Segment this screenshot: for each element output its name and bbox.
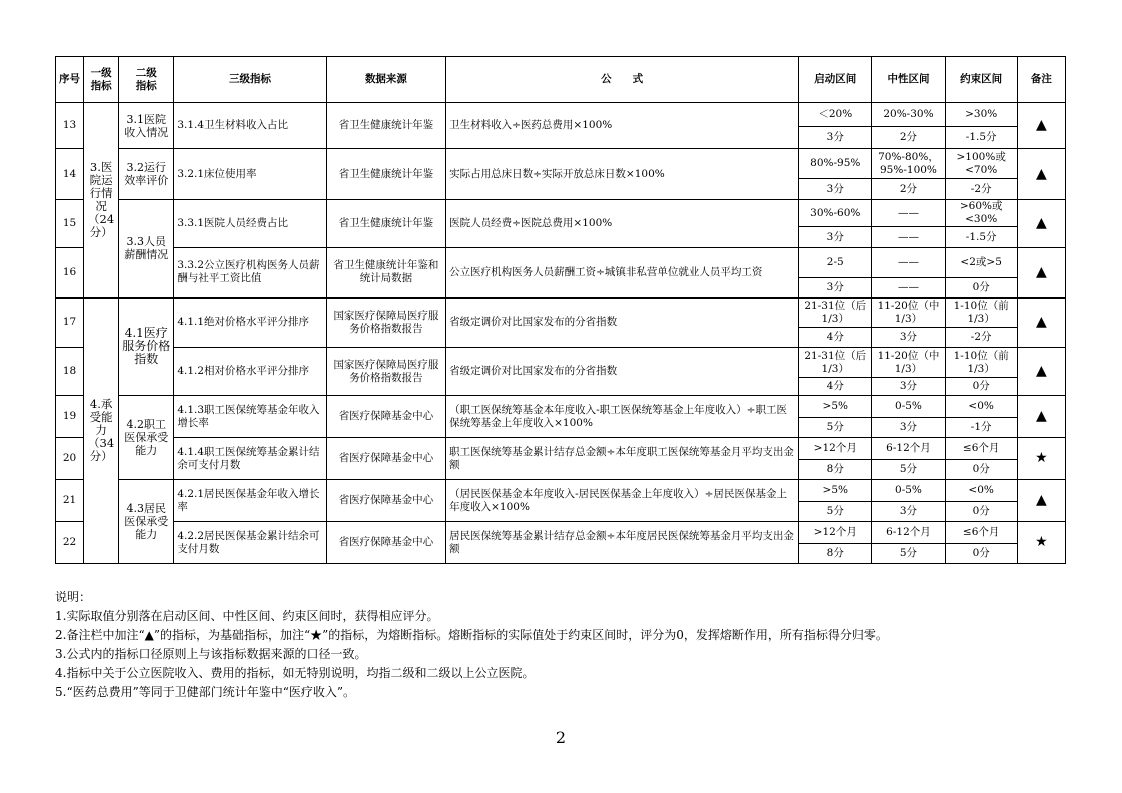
formula: （居民医保基金本年度收入-居民医保基金上年度收入）÷居民医保基金上年度收入×100% — [446, 480, 799, 522]
table-row — [56, 298, 1066, 328]
start-range: 30%-60% — [799, 200, 872, 227]
constraint-score: -1分 — [945, 418, 1017, 438]
note-item: 5.“医药总费用”等同于卫健部门统计年鉴中“医疗收入”。 — [55, 685, 355, 699]
start-score: 3分 — [799, 127, 872, 149]
start-range: 2-5 — [799, 248, 872, 278]
row-number: 17 — [56, 298, 84, 348]
remark-mark: ▲ — [1017, 103, 1065, 149]
level1-indicator: 3.医院运行情况（24分） — [84, 103, 119, 298]
remark-mark: ▲ — [1017, 149, 1065, 200]
header-start: 启动区间 — [799, 57, 872, 103]
row-number: 16 — [56, 248, 84, 298]
remark-mark: ▲ — [1017, 248, 1065, 298]
constraint-range: >100%或<70% — [945, 149, 1017, 179]
level2-indicator: 4.2职工医保承受能力 — [119, 396, 174, 480]
constraint-range: 1-10位（前1/3） — [945, 298, 1017, 328]
table-row — [56, 438, 1066, 460]
formula: 实际占用总床日数÷实际开放总床日数×100% — [446, 149, 799, 200]
start-range: >5% — [799, 396, 872, 418]
formula: 省级定调价对比国家发布的分省指数 — [446, 348, 799, 396]
neutral-score: 2分 — [872, 127, 945, 149]
indicator-table — [55, 56, 1066, 564]
level2-indicator: 3.3人员薪酬情况 — [119, 200, 174, 298]
formula: 医院人员经费÷医院总费用×100% — [446, 200, 799, 248]
start-score: 8分 — [799, 544, 872, 564]
neutral-range: 6-12个月 — [872, 522, 945, 544]
constraint-range: >60%或<30% — [945, 200, 1017, 227]
start-score: 5分 — [799, 418, 872, 438]
header-neutral: 中性区间 — [872, 57, 945, 103]
neutral-range: 11-20位（中1/3） — [872, 298, 945, 328]
level3-indicator: 3.2.1床位使用率 — [174, 149, 326, 200]
indicator-table-body — [56, 103, 1066, 564]
data-source: 国家医疗保障局医疗服务价格指数报告 — [326, 298, 445, 348]
remark-mark: ▲ — [1017, 480, 1065, 522]
level3-indicator: 3.3.1医院人员经费占比 — [174, 200, 326, 248]
neutral-score: —— — [872, 278, 945, 298]
row-number: 15 — [56, 200, 84, 248]
level2-indicator: 3.1医院收入情况 — [119, 103, 174, 149]
neutral-range: 6-12个月 — [872, 438, 945, 460]
start-score: 4分 — [799, 328, 872, 348]
constraint-range: <0% — [945, 480, 1017, 502]
level3-indicator: 4.1.2相对价格水平评分排序 — [174, 348, 326, 396]
neutral-score: 3分 — [872, 502, 945, 522]
formula: 公立医疗机构医务人员薪酬工资÷城镇非私营单位就业人员平均工资 — [446, 248, 799, 298]
constraint-score: 0分 — [945, 502, 1017, 522]
formula: 省级定调价对比国家发布的分省指数 — [446, 298, 799, 348]
notes-section — [55, 588, 1075, 702]
start-score: 3分 — [799, 179, 872, 200]
neutral-score: 5分 — [872, 460, 945, 480]
table-row — [56, 149, 1066, 179]
neutral-range: —— — [872, 248, 945, 278]
neutral-range: 20%-30% — [872, 103, 945, 127]
start-range: >5% — [799, 480, 872, 502]
neutral-range: 0-5% — [872, 480, 945, 502]
start-range: 80%-95% — [799, 149, 872, 179]
start-range: ＜20% — [799, 103, 872, 127]
formula: 职工医保统筹基金累计结存总金额÷本年度职工医保统筹基金月平均支出金额 — [446, 438, 799, 480]
data-source: 省医疗保障基金中心 — [326, 522, 445, 564]
start-score: 3分 — [799, 227, 872, 248]
constraint-range: ≤6个月 — [945, 522, 1017, 544]
data-source: 省卫生健康统计年鉴 — [326, 149, 445, 200]
level3-indicator: 4.2.1居民医保基金年收入增长率 — [174, 480, 326, 522]
header-level2: 二级 指标 — [119, 57, 174, 103]
data-source: 国家医疗保障局医疗服务价格指数报告 — [326, 348, 445, 396]
header-formula: 公 式 — [446, 57, 799, 103]
notes-title: 说明： — [55, 590, 92, 604]
remark-mark: ▲ — [1017, 348, 1065, 396]
level1-indicator: 4.承受能力（34分） — [84, 298, 119, 564]
data-source: 省医疗保障基金中心 — [326, 480, 445, 522]
remark-mark: ★ — [1017, 438, 1065, 480]
level2-indicator: 4.3居民医保承受能力 — [119, 480, 174, 564]
level2-indicator: 3.2运行效率评价 — [119, 149, 174, 200]
row-number: 22 — [56, 522, 84, 564]
start-score: 3分 — [799, 278, 872, 298]
level3-indicator: 3.3.2公立医疗机构医务人员薪酬与社平工资比值 — [174, 248, 326, 298]
neutral-score: 2分 — [872, 179, 945, 200]
constraint-range: >30% — [945, 103, 1017, 127]
remark-mark: ▲ — [1017, 200, 1065, 248]
neutral-score: 5分 — [872, 544, 945, 564]
header-level1: 一级 指标 — [84, 57, 119, 103]
constraint-score: 0分 — [945, 278, 1017, 298]
table-row — [56, 200, 1066, 227]
table-row — [56, 348, 1066, 378]
note-item: 2.备注栏中加注“▲”的指标，为基础指标，加注“★”的指标，为熔断指标。熔断指标的实际值处于约束区间时，评分为0，发挥熔断作用，所有指标得分归零。 — [55, 628, 888, 642]
constraint-score: -1.5分 — [945, 127, 1017, 149]
constraint-score: 0分 — [945, 544, 1017, 564]
row-number: 20 — [56, 438, 84, 480]
indicator-table-container — [55, 56, 1066, 564]
neutral-range: 0-5% — [872, 396, 945, 418]
remark-mark: ▲ — [1017, 298, 1065, 348]
note-item: 4.指标中关于公立医院收入、费用的指标，如无特别说明，均指二级和二级以上公立医院。 — [55, 666, 535, 680]
start-range: >12个月 — [799, 522, 872, 544]
data-source: 省卫生健康统计年鉴和统计局数据 — [326, 248, 445, 298]
row-number: 13 — [56, 103, 84, 149]
neutral-range: 70%-80%，95%-100% — [872, 149, 945, 179]
constraint-range: ≤6个月 — [945, 438, 1017, 460]
constraint-score: 0分 — [945, 460, 1017, 480]
header-constraint: 约束区间 — [945, 57, 1017, 103]
level3-indicator: 4.2.2居民医保基金累计结余可支付月数 — [174, 522, 326, 564]
header-remark: 备注 — [1017, 57, 1065, 103]
level3-indicator: 4.1.3职工医保统筹基金年收入增长率 — [174, 396, 326, 438]
formula: （职工医保统筹基金本年度收入-职工医保统筹基金上年度收入）÷职工医保统筹基金上年度收入×100% — [446, 396, 799, 438]
table-row — [56, 103, 1066, 127]
formula: 居民医保统筹基金累计结存总金额÷本年度居民医保统筹基金月平均支出金额 — [446, 522, 799, 564]
data-source: 省卫生健康统计年鉴 — [326, 200, 445, 248]
constraint-score: -2分 — [945, 179, 1017, 200]
data-source: 省卫生健康统计年鉴 — [326, 103, 445, 149]
start-range: 21-31位（后1/3） — [799, 348, 872, 378]
start-range: 21-31位（后1/3） — [799, 298, 872, 328]
page-number: 2 — [555, 728, 567, 747]
neutral-range: 11-20位（中1/3） — [872, 348, 945, 378]
table-row — [56, 480, 1066, 502]
start-score: 4分 — [799, 378, 872, 396]
level2-indicator: 4.1医疗服务价格指数 — [119, 298, 174, 396]
row-number: 14 — [56, 149, 84, 200]
neutral-score: —— — [872, 227, 945, 248]
start-score: 5分 — [799, 502, 872, 522]
note-item: 1.实际取值分别落在启动区间、中性区间、约束区间时，获得相应评分。 — [55, 609, 439, 623]
remark-mark: ★ — [1017, 522, 1065, 564]
row-number: 18 — [56, 348, 84, 396]
constraint-range: <2或>5 — [945, 248, 1017, 278]
table-row — [56, 522, 1066, 544]
constraint-range: <0% — [945, 396, 1017, 418]
start-score: 8分 — [799, 460, 872, 480]
level3-indicator: 3.1.4卫生材料收入占比 — [174, 103, 326, 149]
note-item: 3.公式内的指标口径原则上与该指标数据来源的口径一致。 — [55, 647, 367, 661]
neutral-score: 3分 — [872, 378, 945, 396]
constraint-range: 1-10位（前1/3） — [945, 348, 1017, 378]
constraint-score: -2分 — [945, 328, 1017, 348]
header-source: 数据来源 — [326, 57, 445, 103]
level3-indicator: 4.1.4职工医保统筹基金累计结余可支付月数 — [174, 438, 326, 480]
data-source: 省医疗保障基金中心 — [326, 438, 445, 480]
table-row — [56, 396, 1066, 418]
constraint-score: -1.5分 — [945, 227, 1017, 248]
header-level3: 三级指标 — [174, 57, 326, 103]
row-number: 21 — [56, 480, 84, 522]
row-number: 19 — [56, 396, 84, 438]
constraint-score: 0分 — [945, 378, 1017, 396]
header-no: 序号 — [56, 57, 84, 103]
neutral-score: 3分 — [872, 328, 945, 348]
neutral-score: 3分 — [872, 418, 945, 438]
neutral-range: —— — [872, 200, 945, 227]
table-row — [56, 248, 1066, 278]
start-range: >12个月 — [799, 438, 872, 460]
formula: 卫生材料收入÷医药总费用×100% — [446, 103, 799, 149]
remark-mark: ▲ — [1017, 396, 1065, 438]
data-source: 省医疗保障基金中心 — [326, 396, 445, 438]
level3-indicator: 4.1.1绝对价格水平评分排序 — [174, 298, 326, 348]
